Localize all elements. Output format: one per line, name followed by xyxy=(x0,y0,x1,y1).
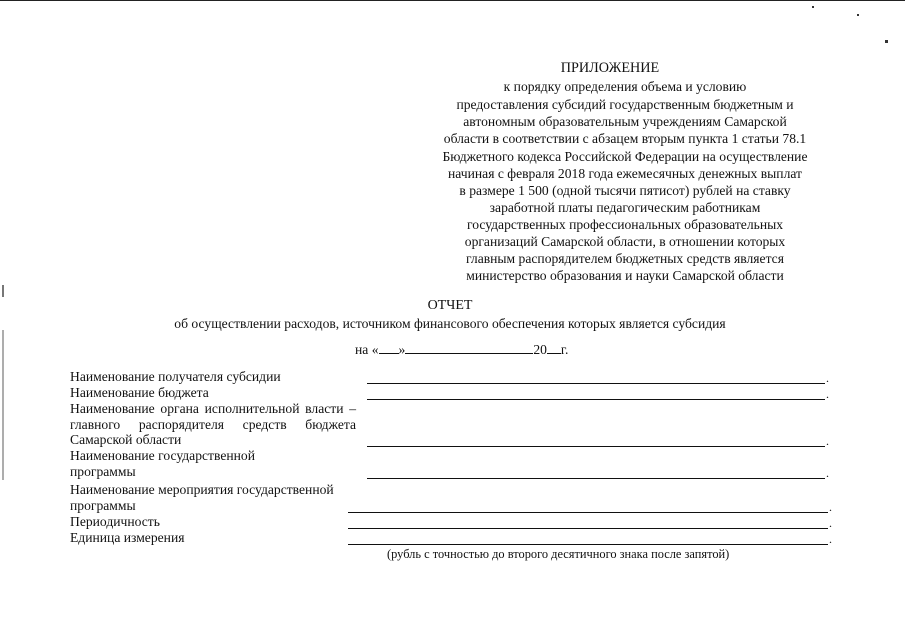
appendix-line: заработной платы педагогическим работникам xyxy=(489,200,761,215)
report-subtitle: об осуществлении расходов, источником финансового обеспечения которых является субсидия xyxy=(174,316,726,331)
budget-label: Наименование бюджета xyxy=(70,385,209,400)
appendix-line: к порядку определения объема и условию xyxy=(503,79,747,94)
recipient-label: Наименование получателя субсидии xyxy=(70,369,281,384)
appendix-line: предоставления субсидий государственным бюджетным и xyxy=(456,97,794,112)
date-suffix: г. xyxy=(560,342,569,357)
period-mark: . xyxy=(829,532,832,546)
date-open-quote: на « xyxy=(355,342,379,357)
authority-label-line-2: главного распорядителя средств бюджета xyxy=(70,417,356,432)
scan-edge-mark xyxy=(2,330,4,480)
day-blank[interactable] xyxy=(379,341,399,354)
authority-line[interactable] xyxy=(367,446,825,447)
report-title: ОТЧЕТ xyxy=(427,298,473,313)
authority-label-line-3: Самарской области xyxy=(70,432,182,447)
period-mark: . xyxy=(826,466,829,480)
appendix-line: в размере 1 500 (одной тысячи пятисот) рублей на ставку xyxy=(459,183,791,198)
appendix-line: Бюджетного кодекса Российской Федерации на осуществление xyxy=(442,149,808,164)
period-mark: . xyxy=(826,387,829,401)
period-mark: . xyxy=(826,434,829,448)
scan-edge-mark xyxy=(2,285,4,297)
appendix-line: области в соответствии с абзацем вторым пункта 1 статьи 78.1 xyxy=(443,131,807,146)
year-blank[interactable] xyxy=(547,341,561,354)
budget-line[interactable] xyxy=(367,399,825,400)
program-label-line-2: программы xyxy=(70,464,136,479)
top-border xyxy=(0,0,905,1)
authority-label-line-1: Наименование органа исполнительной власти – xyxy=(70,401,356,416)
activity-line[interactable] xyxy=(348,512,828,513)
appendix-line: начиная с февраля 2018 года ежемесячных денежных выплат xyxy=(448,166,802,181)
period-mark: . xyxy=(826,371,829,385)
activity-label-line-1: Наименование мероприятия государственной xyxy=(70,482,334,497)
periodicity-label: Периодичность xyxy=(70,514,160,529)
appendix-line: министерство образования и науки Самарской области xyxy=(466,268,784,283)
scan-speck xyxy=(857,14,859,16)
appendix-title: ПРИЛОЖЕНИЕ xyxy=(560,60,660,76)
date-close-quote: » xyxy=(398,342,406,357)
appendix-line: организаций Самарской области, в отношении которых xyxy=(464,234,786,249)
program-label-line-1: Наименование государственной xyxy=(70,448,255,463)
scan-speck xyxy=(885,40,888,43)
appendix-line: автономным образовательным учреждениям Самарской xyxy=(463,114,787,129)
periodicity-line[interactable] xyxy=(348,528,828,529)
period-mark: . xyxy=(829,516,832,530)
recipient-line[interactable] xyxy=(367,383,825,384)
report-date-line xyxy=(355,341,568,358)
month-blank[interactable] xyxy=(405,341,533,354)
activity-label-line-2: программы xyxy=(70,498,136,513)
period-mark: . xyxy=(829,500,832,514)
unit-label: Единица измерения xyxy=(70,530,185,545)
units-note: (рубль с точностью до второго десятичного знака после запятой) xyxy=(387,547,730,561)
appendix-line: главным распорядителем бюджетных средств является xyxy=(466,251,784,266)
scan-speck xyxy=(812,6,814,8)
program-line[interactable] xyxy=(367,478,825,479)
appendix-line: государственных профессиональных образовательных xyxy=(466,217,784,232)
year-prefix: 20 xyxy=(533,342,547,357)
unit-line[interactable] xyxy=(348,544,828,545)
